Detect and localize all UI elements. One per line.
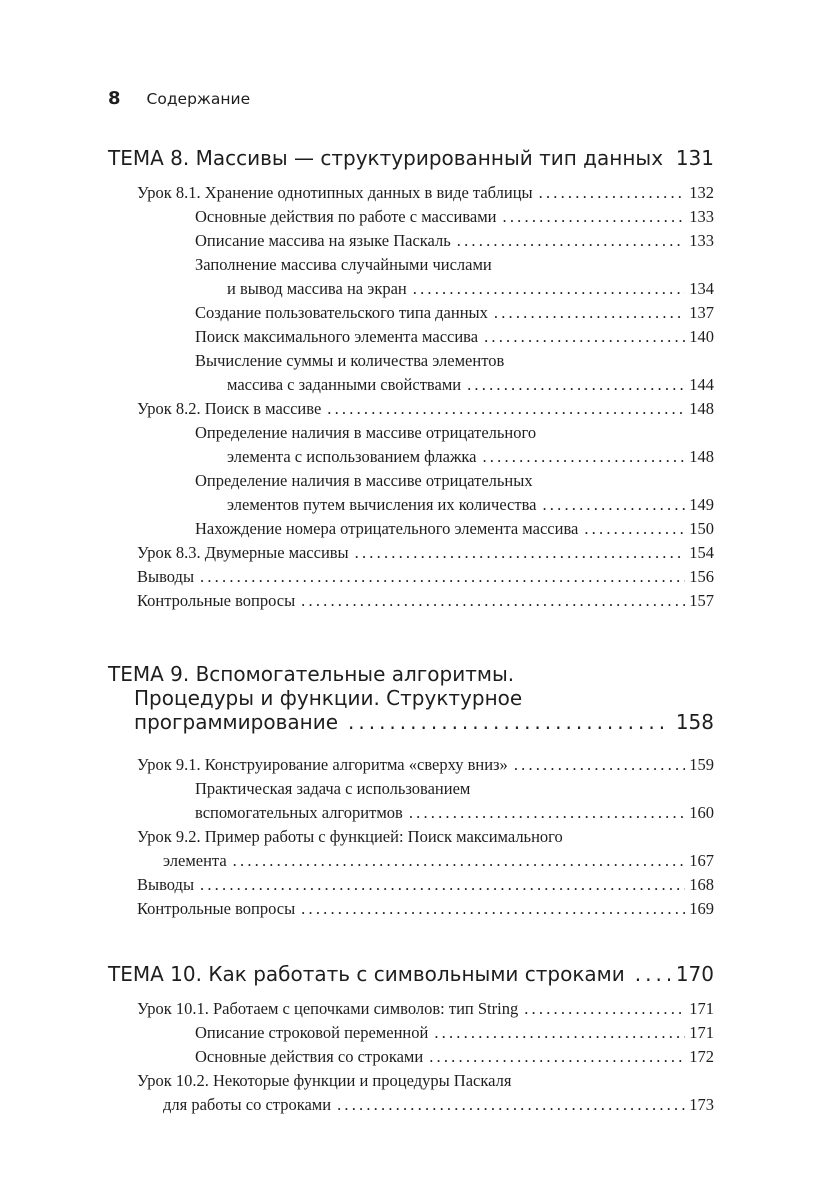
toc-entry-line1: Вычисление суммы и количества элементов (195, 351, 505, 370)
chapter-page: 158 (675, 710, 714, 734)
toc-entry: Создание пользовательского типа данных ..... 137 (137, 301, 714, 325)
toc-entry: Описание массива на языке Паскаль ..... 133 (137, 229, 714, 253)
toc-entry: Урок 8.1. Хранение однотипных данных в виде таблицы ..... 132 (137, 181, 714, 205)
running-title: Содержание (146, 90, 251, 108)
toc-list-chapter-8 (137, 181, 714, 613)
toc-entry: вспомогательных алгоритмов ..... 160 (137, 801, 714, 825)
toc-entry-line1: Урок 10.2. Некоторые функции и процедуры Паскаля (137, 1071, 512, 1090)
toc-entry-line1: Определение наличия в массиве отрицательного (195, 423, 537, 442)
toc-entry: элемента с использованием флажка ..... 148 (137, 445, 714, 469)
toc-entry: Выводы ..... 168 (137, 873, 714, 897)
toc-entry: Основные действия со строками ..... 172 (137, 1045, 714, 1069)
toc-entry: элементов путем вычисления их количества ..... 149 (137, 493, 714, 517)
toc-entry: Контрольные вопросы ..... 169 (137, 897, 714, 921)
toc-list-chapter-9 (137, 753, 714, 921)
chapter-title: ТЕМА 8. Массивы — структурированный тип данных (108, 146, 664, 170)
toc-list-chapter-10 (137, 997, 714, 1117)
toc-entry: Урок 8.2. Поиск в массиве ..... 148 (137, 397, 714, 421)
toc-entry-line1: Практическая задача с использованием (195, 779, 471, 798)
chapter-page: 131 (675, 146, 714, 170)
chapter-title: Процедуры и функции. Структурное (134, 686, 523, 710)
toc-entry: Урок 9.1. Конструирование алгоритма «сверху вниз» ..... 159 (137, 753, 714, 777)
toc-entry: для работы со строками ..... 173 (137, 1093, 714, 1117)
toc-entry: Урок 8.3. Двумерные массивы ..... 154 (137, 541, 714, 565)
toc-entry-line1: Заполнение массива случайными числами (195, 255, 492, 274)
page-number: 8 (108, 88, 121, 109)
toc-entry: элемента ..... 167 (137, 849, 714, 873)
toc-entry: Описание строковой переменной ..... 171 (137, 1021, 714, 1045)
toc-entry: Основные действия по работе с массивами ..... 133 (137, 205, 714, 229)
chapter-heading-8 (108, 146, 714, 170)
toc-entry: Поиск максимального элемента массива ..... 140 (137, 325, 714, 349)
chapter-heading-9 (108, 662, 714, 734)
toc-entry: Урок 10.1. Работаем с цепочками символов: тип String ..... 171 (137, 997, 714, 1021)
toc-entry-line1: Урок 9.2. Пример работы с функцией: Поиск максимального (137, 827, 563, 846)
chapter-page: 170 (675, 962, 714, 986)
toc-entry: Нахождение номера отрицательного элемента массива ..... 150 (137, 517, 714, 541)
chapter-heading-10 (108, 962, 714, 986)
toc-entry: и вывод массива на экран ..... 134 (137, 277, 714, 301)
toc-entry: массива с заданными свойствами ..... 144 (137, 373, 714, 397)
running-header (108, 88, 250, 109)
toc-entry: Контрольные вопросы ..... 157 (137, 589, 714, 613)
toc-entry-line1: Определение наличия в массиве отрицательных (195, 471, 533, 490)
chapter-title: ТЕМА 10. Как работать с символьными строками (108, 962, 625, 986)
toc-entry: Выводы ..... 156 (137, 565, 714, 589)
chapter-title: программирование (134, 710, 338, 734)
chapter-title: ТЕМА 9. Вспомогательные алгоритмы. (108, 662, 515, 686)
